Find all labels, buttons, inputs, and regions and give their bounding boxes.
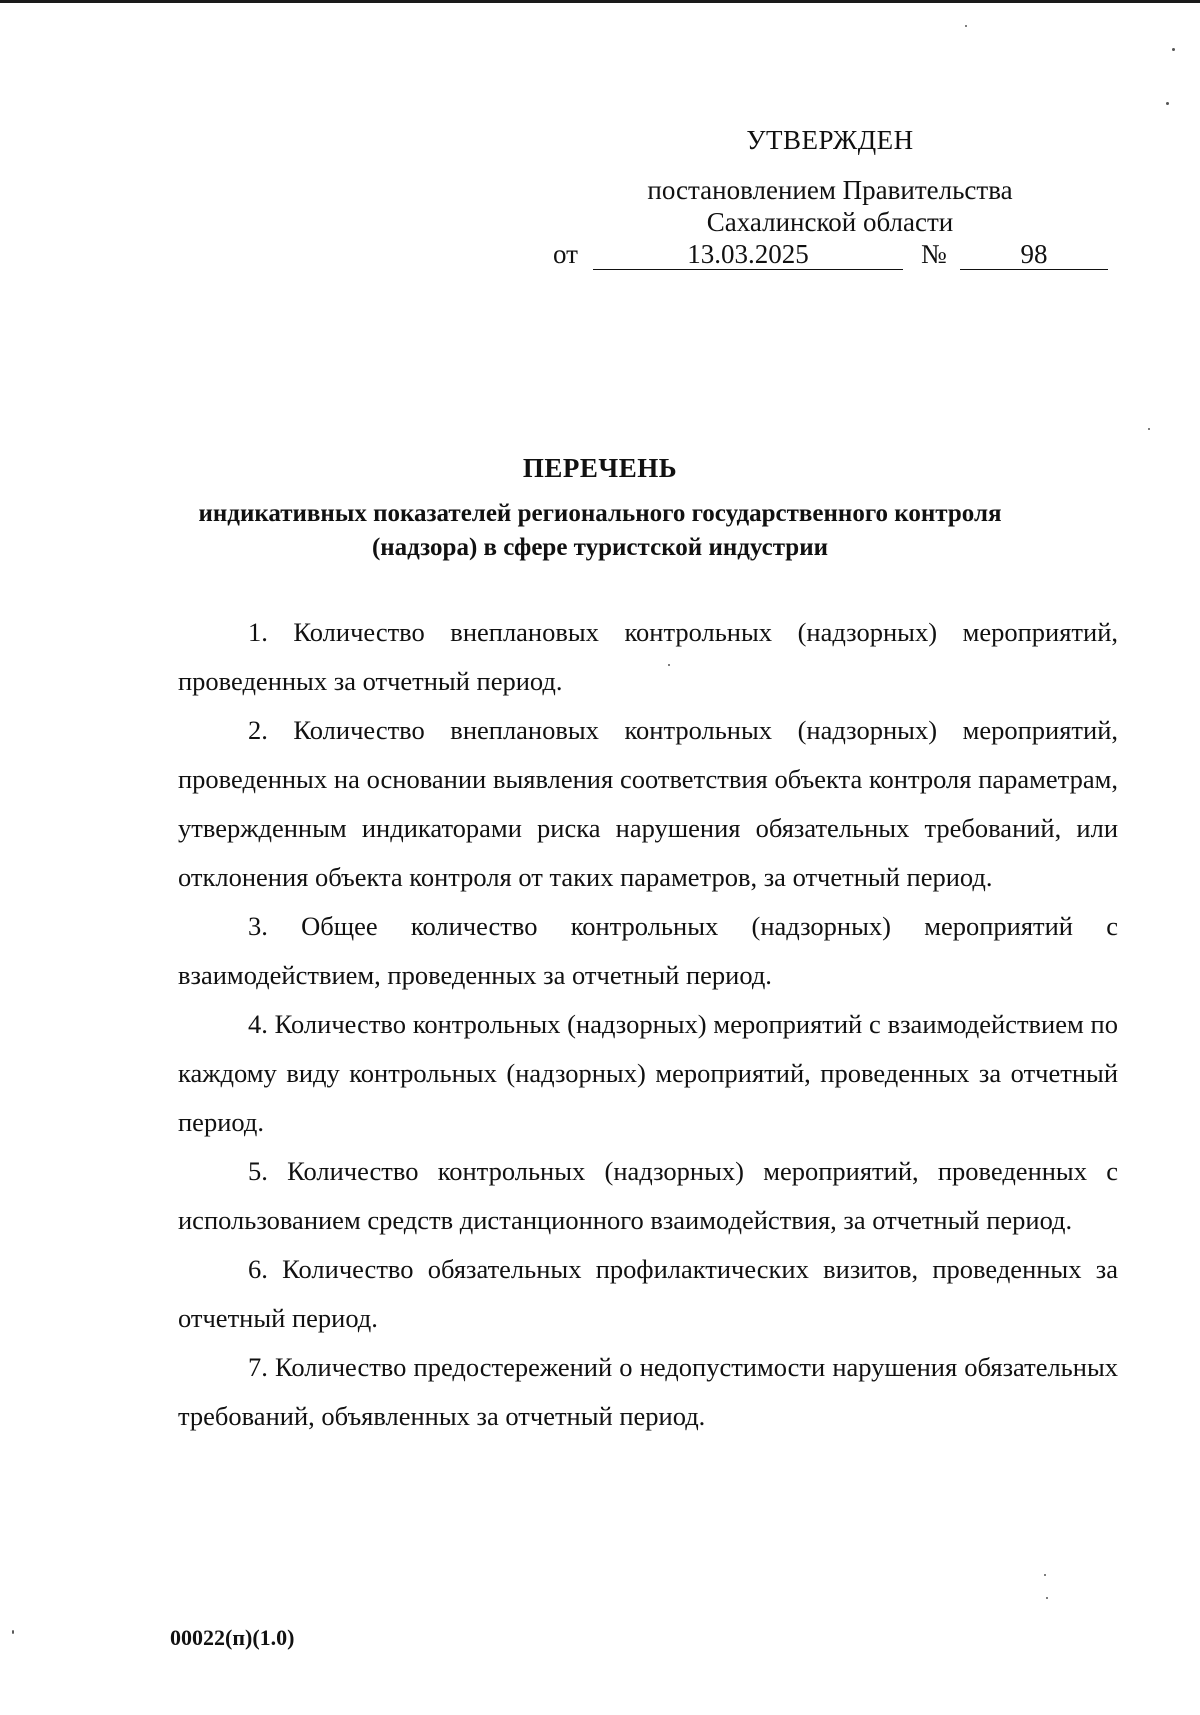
document-subtitle: индикативных показателей регионального государственного контроля (надзора) в сфере туристской индустрии	[198, 500, 1002, 561]
scan-speck	[1166, 102, 1169, 105]
number-sign: №	[921, 239, 947, 269]
indicator-item-4: 4. Количество контрольных (надзорных) мероприятий с взаимодействием по каждому виду контрольных (надзорных) мероприятий, проведенных за отчетный период.	[178, 1009, 1118, 1137]
scan-speck	[1148, 428, 1150, 430]
indicator-item-6: 6. Количество обязательных профилактических визитов, проведенных за отчетный период.	[178, 1254, 1118, 1333]
scan-speck	[668, 664, 670, 666]
scan-speck	[1046, 1597, 1048, 1599]
approval-number: 98	[960, 238, 1108, 270]
document-title: ПЕРЕЧЕНЬ	[522, 453, 678, 483]
approval-line-2: Сахалинской области	[706, 207, 954, 237]
approval-line-1: постановлением Правительства	[647, 175, 1013, 205]
indicator-item-7: 7. Количество предостережений о недопустимости нарушения обязательных требований, объявленных за отчетный период.	[178, 1352, 1118, 1431]
scan-speck	[12, 1630, 14, 1634]
approval-date-row	[553, 238, 1109, 272]
indicator-item-3: 3. Общее количество контрольных (надзорных) мероприятий с взаимодействием, проведенных за отчетный период.	[178, 911, 1118, 990]
approval-date: 13.03.2025	[593, 238, 903, 270]
date-prefix: от	[553, 239, 578, 269]
scan-speck	[1172, 48, 1175, 51]
scan-speck	[965, 25, 967, 27]
indicator-item-1: 1. Количество внеплановых контрольных (надзорных) мероприятий, проведенных за отчетный период.	[178, 617, 1118, 696]
scan-top-edge	[0, 0, 1200, 3]
indicator-list	[178, 608, 1118, 1441]
approval-title: УТВЕРЖДЕН	[746, 125, 914, 155]
indicator-item-2: 2. Количество внеплановых контрольных (надзорных) мероприятий, проведенных на основании выявления соответствия объекта контроля параметрам, утвержденным индикаторами риска нарушения обязательных требований, или отклонения объекта контроля от таких параметров, за отчетный период.	[178, 715, 1118, 892]
scan-speck	[1044, 1574, 1046, 1576]
indicator-item-5: 5. Количество контрольных (надзорных) мероприятий, проведенных с использованием средств дистанционного взаимодействия, за отчетный период.	[178, 1156, 1118, 1235]
document-code: 00022(п)(1.0)	[170, 1625, 295, 1650]
